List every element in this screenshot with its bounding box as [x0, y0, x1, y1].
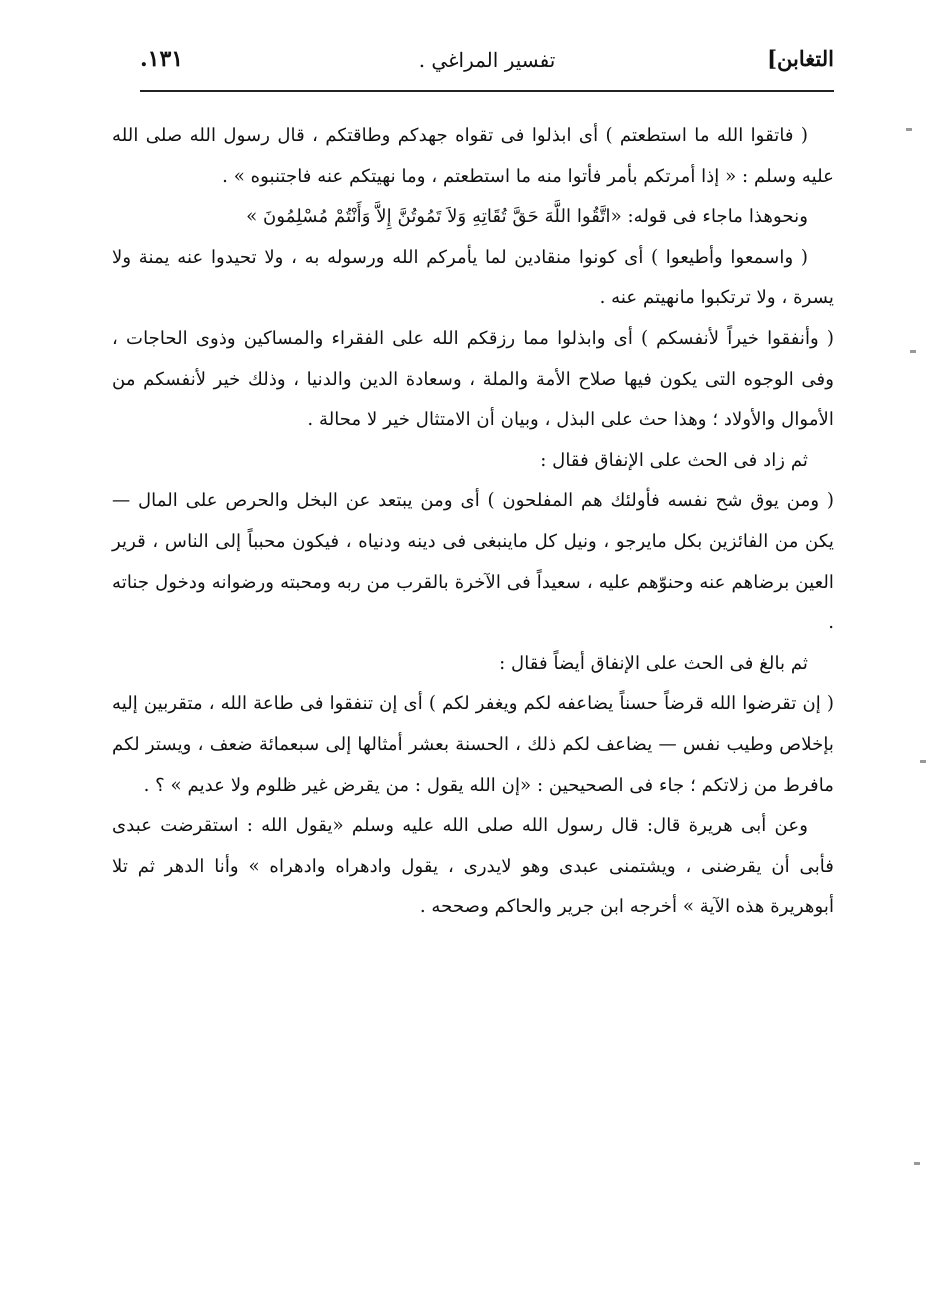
chapter-name: التغابن]	[767, 46, 834, 71]
page-header	[140, 40, 834, 92]
paragraph: وعن أبى هريرة قال: قال رسول الله صلى الله عليه وسلم «يقول الله : استقرضت عبدى فأبى أن يقرضنى ، ويشتمنى عبدى وهو لايدرى ، يقول وادهراه وادهراه » وأنا الدهر ثم تلا أبوهريرة هذه الآية » أخرجه ابن جرير والحاكم وصححه .	[112, 815, 834, 918]
paragraph: ثم زاد فى الحث على الإنفاق فقال :	[540, 449, 808, 471]
paragraph: ( ومن يوق شح نفسه فأولئك هم المفلحون ) أى ومن يبتعد عن البخل والحرص على المال — يكن من الفائزين بكل مايرجو ، ونيل كل ماينبغى فى دينه ودنياه ، فيكون محبباً إلى الناس ، قرير العين برضاهم عنه وحنوّهم عليه ، سعيداً فى الآخرة بالقرب من ربه ومحبته ورضوانه ودخول جناته .	[112, 490, 834, 634]
scan-speck	[914, 1162, 920, 1165]
paragraph: ( إن تقرضوا الله قرضاً حسناً يضاعفه لكم ويغفر لكم ) أى إن تنفقوا فى طاعة الله ، متقربين إليه بإخلاص وطيب نفس — يضاعف لكم ذلك ، الحسنة بعشر أمثالها إلى سبعمائة ضعف ، ويستر لكم مافرط من زلاتكم ؛ جاء فى الصحيحين : «إن الله يقول : من يقرض غير ظلوم ولا عديم » ؟ .	[112, 693, 834, 796]
paragraph: ونحوهذا ماجاء فى قوله: «اتَّقُوا اللَّهَ حَقَّ تُقَاتِهِ وَلاَ تَمُوتُنَّ إِلاَّ وَأَنْتُمْ مُسْلِمُونَ »	[246, 206, 808, 228]
scan-speck	[920, 760, 926, 763]
page-number: ١٣١.	[140, 46, 184, 72]
scan-speck	[910, 350, 916, 353]
paragraph: ( وأنفقوا خيراً لأنفسكم ) أى وابذلوا مما رزقكم الله على الفقراء والمساكين وذوى الحاجات ، وفى الوجوه التى يكون فيها صلاح الأمة والملة ، وسعادة الدين والدنيا ، وذلك خير لأنفسكم من الأموال والأولاد ؛ وهذا حث على البذل ، وبيان أن الامتثال خير لا محالة .	[112, 327, 834, 431]
header-rule	[140, 90, 834, 92]
scan-speck	[906, 128, 912, 131]
main-text	[112, 116, 834, 928]
paragraph: ثم بالغ فى الحث على الإنفاق أيضاً فقال :	[499, 652, 808, 674]
paragraph: ( واسمعوا وأطيعوا ) أى كونوا منقادين لما يأمركم الله ورسوله به ، ولا تحيدوا عنه يمنة ولا يسرة ، ولا ترتكبوا مانهيتم عنه .	[112, 246, 834, 309]
paragraph: ( فاتقوا الله ما استطعتم ) أى ابذلوا فى تقواه جهدكم وطاقتكم ، قال رسول الله صلى الله عليه وسلم : « إذا أمرتكم بأمر فأتوا منه ما استطعتم ، وما نهيتكم عنه فاجتنبوه » .	[112, 125, 834, 187]
running-title: تفسير المراغي .	[418, 48, 556, 72]
